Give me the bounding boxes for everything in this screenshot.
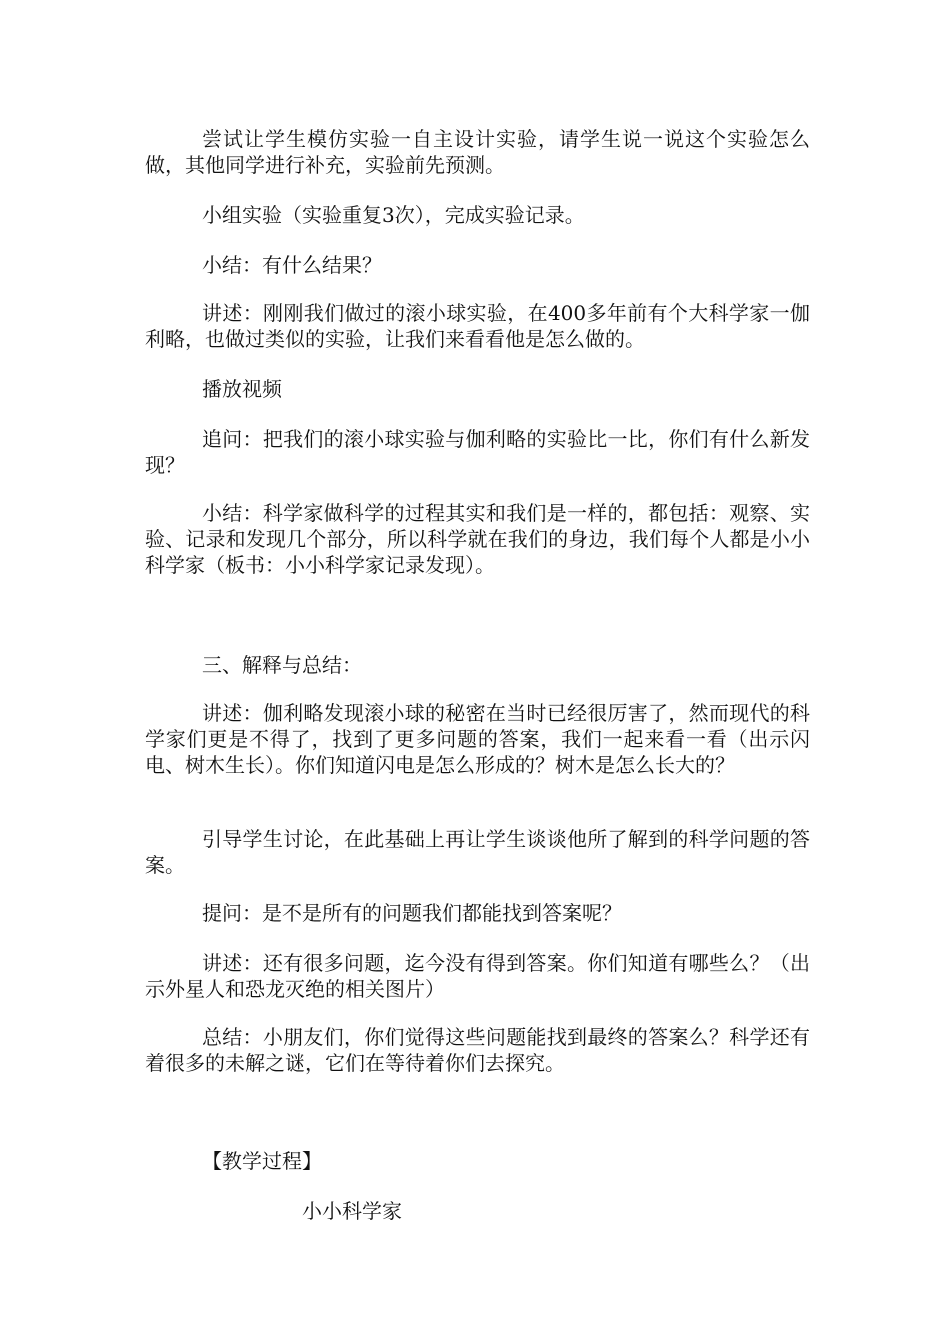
paragraph-follow-up-question: 追问：把我们的滚小球实验与伽利略的实验比一比，你们有什么新发现？ <box>145 427 810 477</box>
paragraph-group-experiment: 小组实验（实验重复3次），完成实验记录。 <box>202 203 585 227</box>
paragraph-play-video: 播放视频 <box>202 377 282 401</box>
section-title-explain-summary: 三、解释与总结： <box>202 653 362 677</box>
paragraph-question-all-answers: 提问：是不是所有的问题我们都能找到答案呢？ <box>202 901 622 925</box>
lesson-title: 小小科学家 <box>302 1199 402 1223</box>
paragraph-summary-result: 小结：有什么结果？ <box>202 253 382 277</box>
process-heading: 【教学过程】 <box>202 1149 322 1173</box>
paragraph-galileo-intro: 讲述：刚刚我们做过的滚小球实验，在400多年前有个大科学家一伽利略，也做过类似的实验，让我们来看看他是怎么做的。 <box>145 301 810 351</box>
paragraph-modern-scientists: 讲述：伽利略发现滚小球的秘密在当时已经很厉害了，然而现代的科学家们更是不得了，找到了更多问题的答案，我们一起来看一看（出示闪电、树木生长）。你们知道闪电是怎么形成的？树木是怎么长大的？ <box>145 701 810 777</box>
paragraph-summary-scientists: 小结：科学家做科学的过程其实和我们是一样的，都包括：观察、实验、记录和发现几个部分，所以科学就在我们的身边，我们每个人都是小小科学家（板书：小小科学家记录发现）。 <box>145 501 810 577</box>
paragraph-design-experiment: 尝试让学生模仿实验一自主设计实验，请学生说一说这个实验怎么做，其他同学进行补充，实验前先预测。 <box>145 127 810 177</box>
paragraph-conclusion: 总结：小朋友们，你们觉得这些问题能找到最终的答案么？科学还有着很多的未解之谜，它们在等待着你们去探究。 <box>145 1025 810 1075</box>
paragraph-unanswered-questions: 讲述：还有很多问题，迄今没有得到答案。你们知道有哪些么？（出示外星人和恐龙灭绝的相关图片） <box>145 951 810 1001</box>
paragraph-guide-discussion: 引导学生讨论，在此基础上再让学生谈谈他所了解到的科学问题的答案。 <box>145 827 810 877</box>
